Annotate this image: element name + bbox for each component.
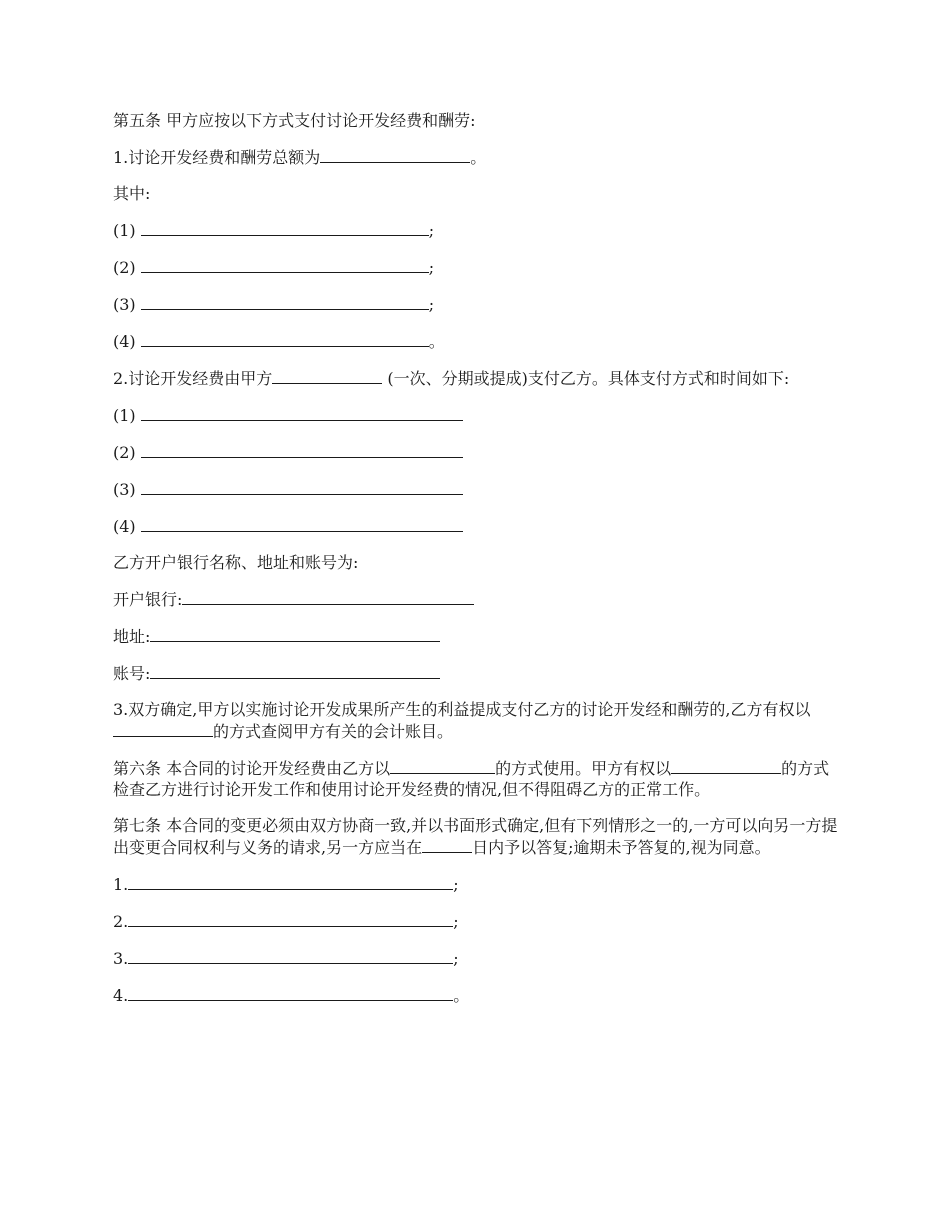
bank-intro: 乙方开户银行名称、地址和账号为:: [113, 553, 359, 572]
audit-text-end: 的方式查阅甲方有关的会计账目。: [213, 722, 454, 741]
change-item: [113, 984, 843, 1006]
reply-days-blank: [422, 836, 472, 853]
change-item-label: 4.: [113, 986, 129, 1005]
bank-name-blank: [182, 588, 474, 605]
schedule-item-label: (4): [113, 517, 141, 536]
total-amount-end: 。: [470, 148, 487, 167]
schedule-item: [113, 404, 843, 426]
payment-method-label: 2.讨论开发经费由甲方: [113, 369, 273, 388]
change-item-label: 3.: [113, 949, 129, 968]
audit-method-blank: [113, 720, 213, 737]
schedule-blank: [141, 441, 463, 458]
breakdown-item-end: ;: [428, 258, 435, 277]
audit-text: 3.双方确定,甲方以实施讨论开发成果所产生的利益提成支付乙方的讨论开发经和酬劳的,乙方有权以: [113, 700, 811, 719]
breakdown-item: [113, 330, 843, 352]
change-item-end: ;: [453, 875, 459, 894]
breakdown-item-label: (2): [113, 258, 141, 277]
breakdown-item-end: ;: [428, 295, 435, 314]
payment-method-para: [113, 367, 843, 389]
account-line: [113, 662, 843, 684]
change-item: [113, 910, 843, 932]
change-item: [113, 947, 843, 969]
audit-para: [113, 699, 843, 742]
total-amount-line: [113, 146, 843, 168]
change-item-end: 。: [453, 986, 470, 1005]
article6-text-end: 的方式检查乙方进行讨论开发工作和使用讨论开发经费的情况,但不得阻碍乙方的正常工作。: [113, 759, 830, 799]
bank-name-line: [113, 588, 843, 610]
address-blank: [150, 625, 440, 642]
address-label: 地址:: [113, 627, 151, 646]
schedule-item: [113, 515, 843, 537]
breakdown-blank: [141, 293, 429, 310]
change-item: [113, 873, 843, 895]
breakdown-item-label: (4): [113, 332, 141, 351]
breakdown-blank: [141, 219, 429, 236]
breakdown-blank: [141, 256, 429, 273]
breakdown-item-end: ;: [428, 221, 435, 240]
breakdown-item: [113, 256, 843, 278]
article7-text-end: 日内予以答复;逾期未予答复的,视为同意。: [472, 838, 771, 857]
total-amount-label: 1.讨论开发经费和酬劳总额为: [113, 148, 321, 167]
article7-text: 第七条 本合同的变更必须由双方协商一致,并以书面形式确定,但有下列情形之一的,一方可以向另一方提出变更合同权利与义务的请求,另一方应当在: [113, 816, 838, 857]
article7-para: [113, 815, 843, 858]
schedule-item-label: (3): [113, 480, 141, 499]
schedule-item-label: (1): [113, 406, 141, 425]
change-item-blank: [128, 947, 453, 964]
account-blank: [150, 662, 440, 679]
article6-para: [113, 757, 843, 800]
article5-heading: 第五条 甲方应按以下方式支付讨论开发经费和酬劳:: [113, 111, 476, 130]
address-line: [113, 625, 843, 647]
contract-page: [113, 110, 843, 1006]
article6-text-mid: 的方式使用。甲方有权以: [495, 759, 672, 778]
bank-name-label: 开户银行:: [113, 590, 183, 609]
payment-method-blank: [272, 367, 382, 384]
change-item-label: 1.: [113, 875, 129, 894]
schedule-item: [113, 441, 843, 463]
breakdown-item-label: (1): [113, 221, 141, 240]
change-item-blank: [128, 910, 453, 927]
change-item-blank: [128, 873, 453, 890]
change-item-label: 2.: [113, 912, 129, 931]
breakdown-item: [113, 293, 843, 315]
breakdown-item-end: 。: [428, 332, 445, 351]
schedule-blank: [141, 478, 463, 495]
inspection-method-blank: [671, 757, 781, 774]
breakdown-item: [113, 219, 843, 241]
change-item-end: ;: [453, 912, 459, 931]
schedule-item-label: (2): [113, 443, 141, 462]
among-label: 其中:: [113, 184, 151, 203]
article6-text: 第六条 本合同的讨论开发经费由乙方以: [113, 759, 391, 778]
schedule-item: [113, 478, 843, 500]
payment-method-text: (一次、分期或提成)支付乙方。具体支付方式和时间如下:: [382, 369, 790, 388]
breakdown-item-label: (3): [113, 295, 141, 314]
account-label: 账号:: [113, 664, 151, 683]
total-amount-blank: [320, 146, 470, 163]
change-item-blank: [128, 984, 453, 1001]
change-item-end: ;: [453, 949, 459, 968]
schedule-blank: [141, 515, 463, 532]
usage-method-blank: [390, 757, 495, 774]
schedule-blank: [141, 404, 463, 421]
breakdown-blank: [141, 330, 429, 347]
